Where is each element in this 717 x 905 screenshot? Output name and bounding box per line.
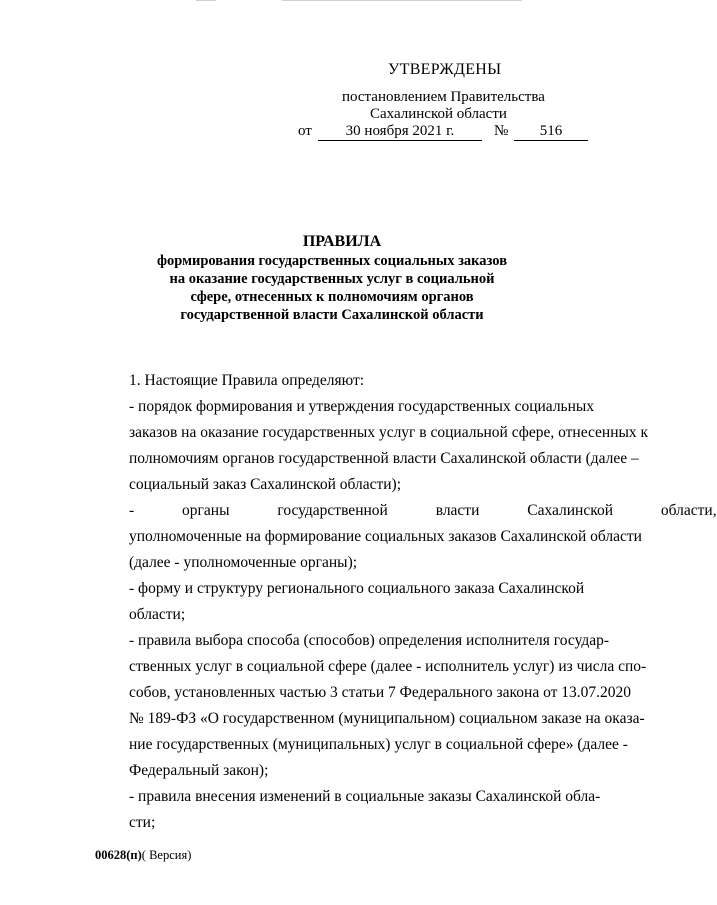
text-line: полномочиям органов государственной власти Сахалинской области (далее – — [129, 450, 639, 467]
text-line: - органы государственной власти Сахалинской области, — [129, 502, 717, 519]
text-line: ние государственных (муниципальных) услуг в социальной сфере» (далее - — [129, 736, 628, 753]
text-line: собов, установленных частью 3 статьи 7 Федерального закона от 13.07.2020 — [129, 684, 632, 701]
text-line: заказов на оказание государственных услуг в социальной сфере, отнесенных к — [129, 424, 649, 441]
approval-line-2: Сахалинской области — [370, 106, 507, 122]
document-code: 00628(п) — [95, 848, 142, 862]
rules-subtitle-line: сфере, отнесенных к полномочиям органов — [190, 289, 474, 305]
number-label: № — [494, 123, 509, 139]
text-line: (далее - уполномоченные органы); — [129, 554, 358, 571]
rules-subtitle-line: государственной власти Сахалинской области — [180, 307, 484, 323]
scan-artifact — [196, 0, 216, 1]
paragraph — [95, 498, 717, 576]
text-line: сти; — [129, 814, 156, 831]
approval-line-1: постановлением Правительства — [342, 89, 545, 105]
text-line: области; — [129, 606, 186, 623]
footer-version — [95, 848, 191, 863]
body-text — [95, 368, 717, 836]
text-line: ственных услуг в социальной сфере (далее - исполнитель услуг) из числа спо- — [129, 658, 647, 675]
text-line: социальный заказ Сахалинской области); — [129, 476, 402, 493]
text-line: № 189-ФЗ «О государственном (муниципальном) социальном заказе на оказа- — [129, 710, 645, 727]
rules-heading: ПРАВИЛА — [302, 233, 382, 250]
from-label: от — [298, 123, 312, 139]
paragraph — [95, 784, 601, 836]
rules-subtitle-line: на оказание государственных услуг в социальной — [169, 271, 495, 287]
approval-title: УТВЕРЖДЕНЫ — [388, 61, 502, 78]
paragraph — [95, 628, 647, 784]
text-line: - правила выбора способа (способов) определения исполнителя государ- — [129, 632, 610, 649]
rules-title-block — [0, 232, 632, 324]
paragraph — [95, 368, 577, 394]
version-label: ( Версия) — [141, 848, 192, 862]
text-line: - форму и структуру регионального социального заказа Сахалинской — [129, 580, 585, 597]
rules-subtitle — [16, 252, 648, 324]
approval-number: 516 — [514, 122, 588, 141]
text-line: уполномоченные на формирование социальных заказов Сахалинской области — [129, 528, 642, 545]
text-line: Федеральный закон); — [129, 762, 269, 779]
paragraph — [95, 394, 649, 498]
text-line: 1. Настоящие Правила определяют: — [129, 372, 365, 389]
paragraph — [95, 576, 585, 628]
scan-artifact — [282, 0, 522, 1]
text-line: - правила внесения изменений в социальные заказы Сахалинской обла- — [129, 788, 601, 805]
approval-date: 30 ноября 2021 г. — [318, 122, 482, 141]
rules-subtitle-line: формирования государственных социальных заказов — [156, 253, 508, 269]
text-line: - порядок формирования и утверждения государственных социальных — [129, 398, 595, 415]
